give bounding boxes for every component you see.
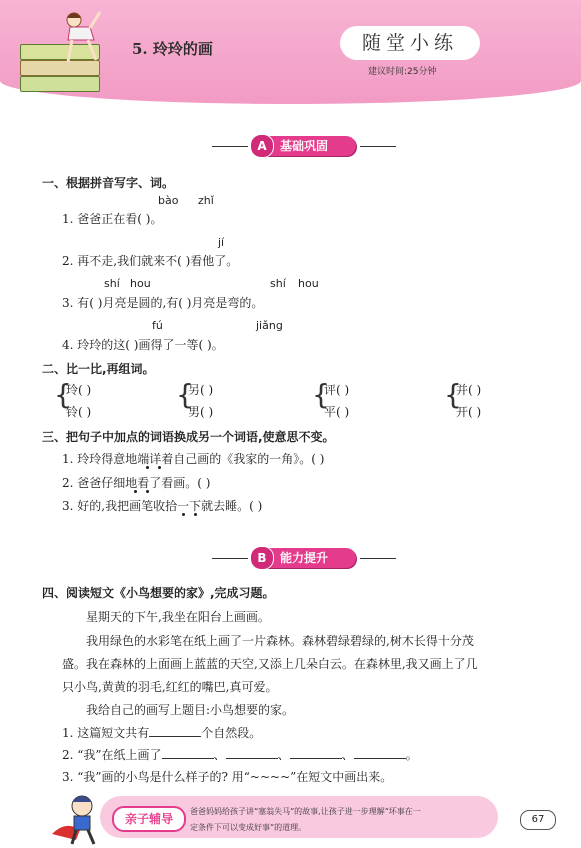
lesson-title: 5. 玲玲的画: [132, 40, 213, 58]
passage-line: 只小鸟,黄黄的羽毛,红红的嘴巴,真可爱。: [62, 680, 278, 694]
passage-line: 星期天的下午,我坐在阳台上画画。: [86, 610, 270, 624]
parent-guide-badge: 亲子辅导: [112, 806, 186, 832]
answer-blank: [290, 748, 342, 759]
section-letter: A: [250, 134, 274, 158]
guide-text-line: 爸爸妈妈给孩子讲“塞翁失马”的故事,让孩子进一步理解“坏事在一: [190, 807, 421, 816]
separator: 、: [341, 748, 354, 762]
pinyin: jí: [218, 236, 225, 249]
pinyin: hou: [298, 277, 319, 290]
q4-question-1: [62, 724, 261, 741]
section-a-badge: [252, 136, 356, 156]
question-4-title: 四、阅读短文《小鸟想要的家》,完成习题。: [42, 586, 275, 600]
book: [20, 76, 100, 92]
section-b-badge: [252, 548, 356, 568]
section-label: 基础巩固: [280, 139, 329, 153]
time-note: 建议时间:25分钟: [368, 67, 437, 77]
brace-icon: {: [444, 378, 462, 411]
separator: 、: [277, 748, 290, 762]
section-label: 能力提升: [280, 551, 329, 565]
passage-line: 盛。我在森林的上面画上蓝蓝的天空,又添上几朵白云。在森林里,我又画上了几: [62, 657, 478, 671]
compare-word: 另( ): [188, 383, 214, 397]
q1-item-4: 4. 玲玲的这( )画得了一等( )。: [62, 338, 224, 352]
q3-item-2: 2. 爸爸仔细地看了看画。( ): [62, 476, 211, 490]
brace-icon: {: [312, 378, 330, 411]
q3-item-3: 3. 好的,我把画笔收拾一下就去睡。( ): [62, 499, 263, 513]
pinyin: fú: [152, 319, 163, 332]
passage-line: 我用绿色的水彩笔在纸上画了一片森林。森林碧绿碧绿的,树木长得十分茂: [86, 634, 474, 648]
girl-illustration: [60, 6, 106, 66]
q1-item-3: 3. 有( )月亮是圆的,有( )月亮是弯的。: [62, 296, 264, 310]
emphasis-dot: [194, 513, 197, 516]
pinyin: zhǐ: [198, 194, 214, 207]
page-number: 67: [520, 810, 556, 830]
question-1-title: 一、根据拼音写字、词。: [42, 176, 175, 190]
compare-word: 铃( ): [66, 405, 92, 419]
pinyin: shí: [270, 277, 286, 290]
guide-text-line: 定条件下可以变成好事”的道理。: [190, 823, 307, 832]
q3-item-1: 1. 玲玲得意地端详着自己画的《我家的一角》。( ): [62, 452, 325, 466]
compare-word: 并( ): [456, 383, 482, 397]
q4-question-1-text: 1. 这篇短文共有: [62, 726, 150, 740]
pinyin: bào: [158, 194, 179, 207]
compare-word: 玲( ): [66, 383, 92, 397]
boy-illustration: [46, 790, 108, 846]
brace-icon: {: [176, 378, 194, 411]
emphasis-dot: [146, 490, 149, 493]
answer-blank: [226, 748, 278, 759]
compare-word: 男( ): [188, 405, 214, 419]
period: 。: [405, 748, 418, 762]
q4-question-3: 3. “我”画的小鸟是什么样子的? 用“~~~~”在短文中画出来。: [62, 770, 393, 784]
answer-blank: [149, 726, 201, 737]
divider-line: [212, 146, 248, 147]
pinyin: shí: [104, 277, 120, 290]
divider-line: [212, 558, 248, 559]
brace-icon: {: [54, 378, 72, 411]
answer-blank: [354, 748, 406, 759]
emphasis-dot: [146, 466, 149, 469]
q4-question-2: [62, 746, 418, 763]
pinyin: hou: [130, 277, 151, 290]
q1-item-2: 2. 再不走,我们就来不( )看他了。: [62, 254, 239, 268]
answer-blank: [162, 748, 214, 759]
emphasis-dot: [182, 513, 185, 516]
divider-line: [360, 558, 396, 559]
divider-line: [360, 146, 396, 147]
compare-word: 开( ): [456, 405, 482, 419]
separator: 、: [213, 748, 226, 762]
emphasis-dot: [158, 466, 161, 469]
emphasis-dot: [134, 490, 137, 493]
pinyin: jiǎng: [256, 319, 283, 332]
question-3-title: 三、把句子中加点的词语换成另一个词语,使意思不变。: [42, 430, 335, 444]
q4-question-2-text: 2. “我”在纸上画了: [62, 748, 162, 762]
question-2-title: 二、比一比,再组词。: [42, 362, 155, 376]
q4-question-1-end: 个自然段。: [201, 726, 262, 740]
passage-line: 我给自己的画写上题目:小鸟想要的家。: [86, 703, 295, 717]
practice-label: 随堂小练: [340, 26, 480, 60]
section-letter: B: [250, 546, 274, 570]
q1-item-1: 1. 爸爸正在看( )。: [62, 212, 163, 226]
compare-word: 平( ): [324, 405, 350, 419]
compare-word: 评( ): [324, 383, 350, 397]
